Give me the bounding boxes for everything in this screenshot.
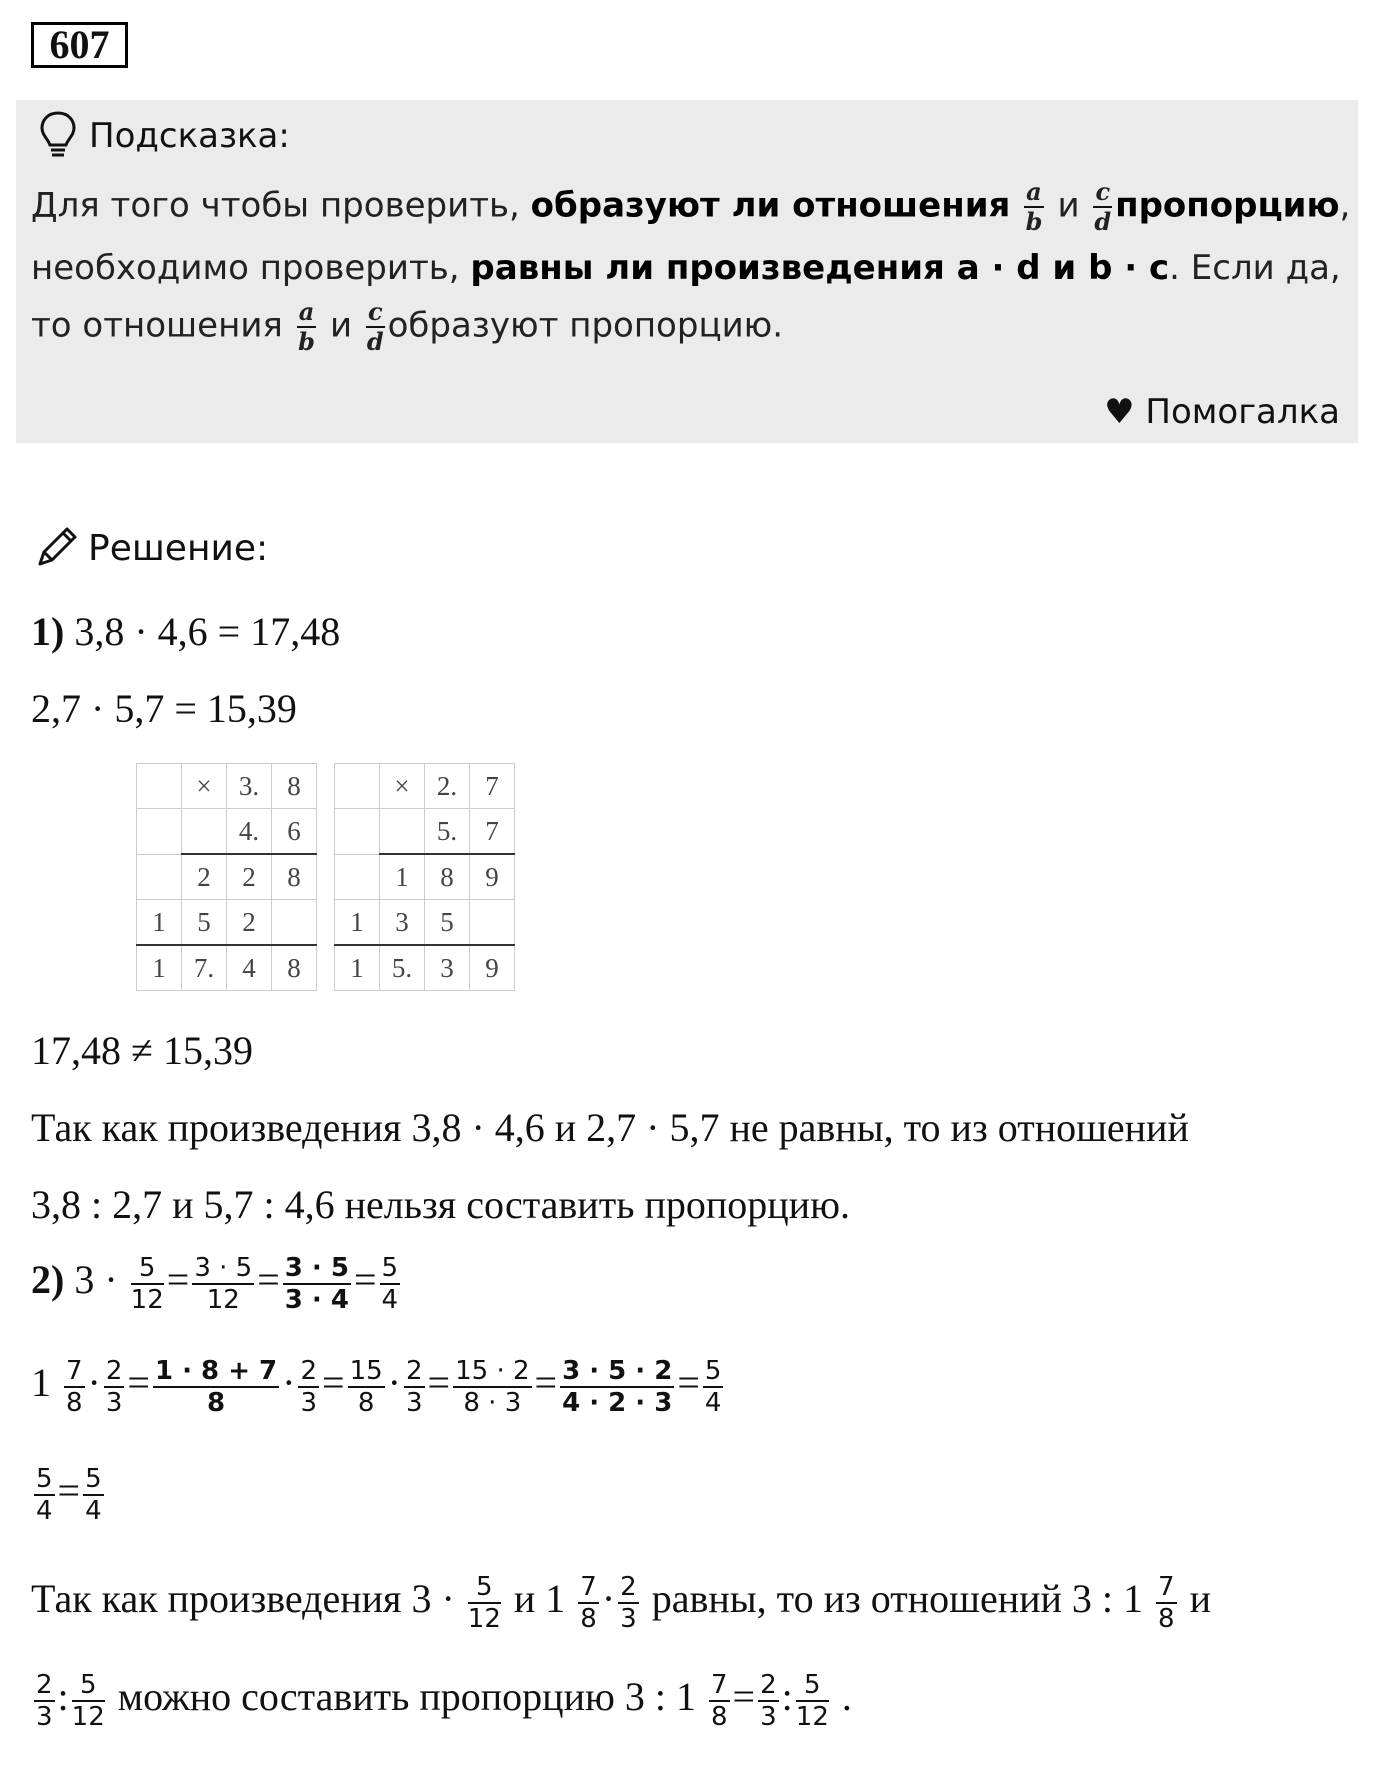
- grid-row: [137, 900, 317, 946]
- pencil-icon: [34, 524, 80, 570]
- p2-text-2: $\frac{2}{3}$ : $\frac{5}{12}$ можно составить пропорцию 3 : 1 $\frac{7}{8}$ = $\frac{2}{3}$ : $\frac{5}{12}$ .: [36, 1670, 852, 1732]
- grid-row: [137, 809, 317, 855]
- grid-cell: 7.: [182, 945, 227, 991]
- grid-cell: 3: [425, 945, 470, 991]
- grid-cell: 2.: [425, 764, 470, 809]
- grid-cell: 2: [227, 900, 272, 946]
- grid-cell: 8: [425, 854, 470, 900]
- grid-cell: 5.: [380, 945, 425, 991]
- grid-row: [137, 854, 317, 900]
- grid-cell: 8: [272, 854, 317, 900]
- multiplication-grid-2: [334, 763, 515, 991]
- credit: ♥ Помогалка: [1104, 392, 1340, 432]
- grid-cell: 1: [380, 854, 425, 900]
- grid-cell: 1: [137, 900, 182, 946]
- grid-cell: [137, 854, 182, 900]
- grid-cell: 8: [272, 764, 317, 809]
- heart-icon: ♥: [1104, 392, 1135, 432]
- hint-box: [16, 100, 1358, 443]
- grid-cell: 3.: [227, 764, 272, 809]
- grid-cell: 7: [470, 809, 515, 855]
- grid-cell: ×: [182, 764, 227, 809]
- grid-row: [335, 900, 515, 946]
- p1-text-1: Так как произведения 3,8 · 4,6 и 2,7 · 5,7 не равны, то из отношений: [31, 1105, 1189, 1150]
- grid-cell: 3: [380, 900, 425, 946]
- p1-line-2: 2,7 · 5,7 = 15,39: [31, 686, 297, 731]
- p2-text-1: Так как произведения 3 · $\frac{5}{12}$ и 1 $\frac{7}{8}$ · $\frac{2}{3}$ равны, то из отношений 3 : 1 $\frac{7}{8}$ и: [31, 1572, 1211, 1634]
- p2-line-2: 1 $\frac{7}{8}$ · $\frac{2}{3}$ = $\frac{1 \cdot 8 + 7}{8}$ · $\frac{2}{3}$ = $\frac{15}{8}$ · $\frac{2}{3}$ = $\frac{15 \cdot 2}{8 \cdot 3}$ = $\frac{3 \cdot 5 \cdot 2}{4 \cdot 2 \cdot 3}$ = $\frac{5}{4}$: [31, 1356, 722, 1418]
- grid-cell: 9: [470, 945, 515, 991]
- grid-cell: 4.: [227, 809, 272, 855]
- p1-line-1: 1) 3,8 · 4,6 = 17,48: [31, 609, 341, 654]
- grid-row: [335, 854, 515, 900]
- grid-cell: 4: [227, 945, 272, 991]
- grid-cell: [335, 809, 380, 855]
- grid-cell: ×: [380, 764, 425, 809]
- grid-cell: [335, 764, 380, 809]
- grid-cell: 6: [272, 809, 317, 855]
- grid-cell: 5: [182, 900, 227, 946]
- grid-cell: [380, 809, 425, 855]
- grid-cell: 1: [335, 900, 380, 946]
- grid-row: [137, 764, 317, 809]
- p2-line-1: 2) 3 · $\frac{5}{12}$ = $\frac{3 \cdot 5}{12}$ = $\frac{3 \cdot 5}{3 \cdot 4}$ = $\frac{5}{4}$: [31, 1253, 399, 1315]
- multiplication-grid-1: [136, 763, 317, 991]
- grid-cell: 7: [470, 764, 515, 809]
- grid-row: [137, 945, 317, 991]
- grid-row: [335, 809, 515, 855]
- grid-cell: [182, 809, 227, 855]
- grid-row: [335, 764, 515, 809]
- grid-cell: 2: [227, 854, 272, 900]
- grid-cell: 1: [137, 945, 182, 991]
- hint-title: Подсказка:: [89, 116, 290, 156]
- hint-line-3: то отношения $\frac{a}{b}$ и $\frac{c}{d}$ образуют пропорцию.: [31, 297, 784, 356]
- hint-line-2: необходимо проверить, равны ли произведения a · d и b · c. Если да,: [31, 248, 1341, 288]
- grid-cell: 5: [425, 900, 470, 946]
- p1-text-2: 3,8 : 2,7 и 5,7 : 4,6 нельзя составить пропорцию.: [31, 1182, 850, 1227]
- hint-line-1: Для того чтобы проверить, образуют ли отношения $\frac{a}{b}$ и $\frac{c}{d}$ пропорцию,: [31, 177, 1351, 236]
- p1-neq: 17,48 ≠ 15,39: [31, 1028, 253, 1073]
- grid-cell: 1: [335, 945, 380, 991]
- lightbulb-icon: [38, 110, 78, 160]
- grid-cell: [335, 854, 380, 900]
- grid-cell: 8: [272, 945, 317, 991]
- task-number: 607: [31, 22, 128, 68]
- grid-cell: 2: [182, 854, 227, 900]
- grid-cell: [137, 809, 182, 855]
- grid-cell: 5.: [425, 809, 470, 855]
- grid-row: [335, 945, 515, 991]
- p2-line-3: $\frac{5}{4}$ = $\frac{5}{4}$: [36, 1464, 102, 1526]
- grid-cell: [137, 764, 182, 809]
- grid-cell: [272, 900, 317, 946]
- grid-cell: 9: [470, 854, 515, 900]
- grid-cell: [470, 900, 515, 946]
- solution-title: Решение:: [88, 528, 269, 569]
